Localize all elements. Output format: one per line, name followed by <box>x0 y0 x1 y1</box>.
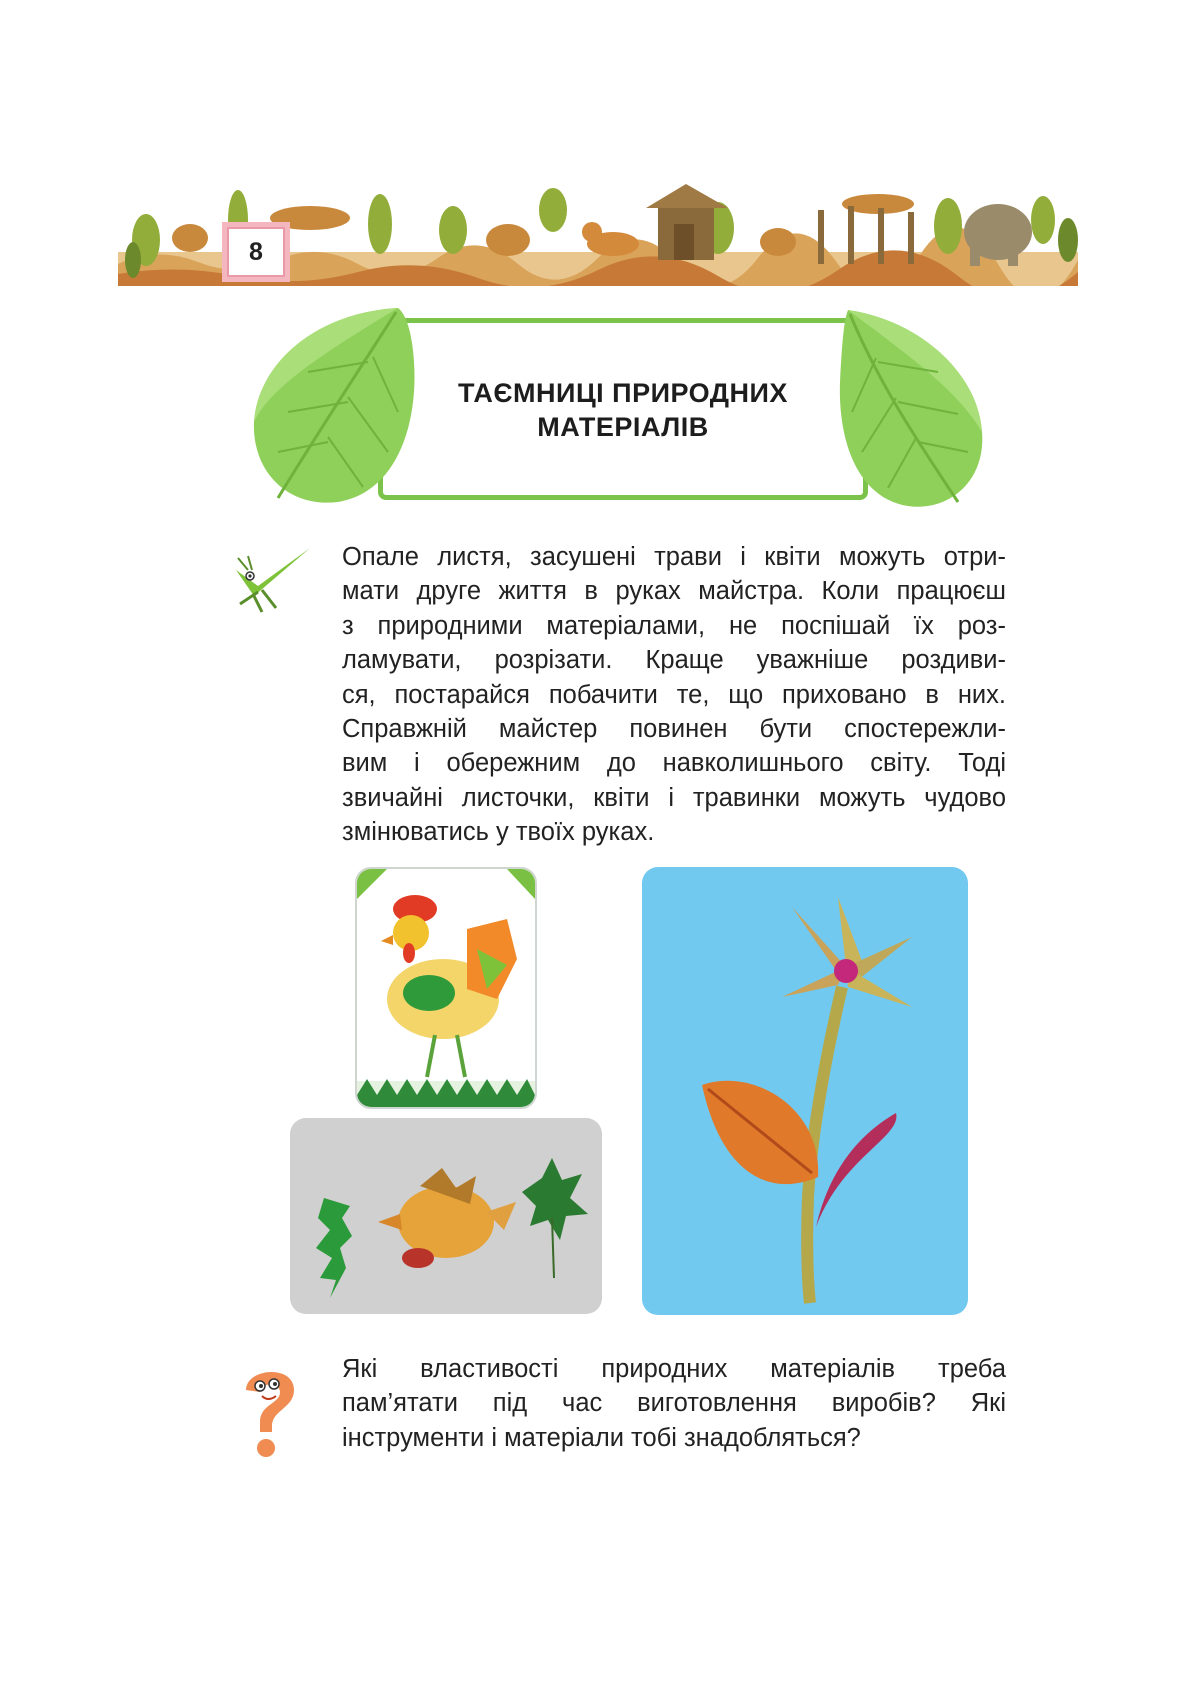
chapter-title-line-2: МАТЕРІАЛІВ <box>537 412 709 442</box>
intro-line: ся, постарайся побачити те, що приховано в них. <box>342 680 1006 709</box>
question-line: Які властивості природних матеріалів треба <box>342 1355 1006 1383</box>
intro-line: вим і обережним до навколишнього світу. Тоді <box>342 749 1006 778</box>
intro-paragraph <box>342 540 1006 850</box>
question-mark-character-icon <box>230 1360 310 1460</box>
question-line: інструменти і матеріали тобі знадобляться? <box>342 1423 861 1452</box>
chapter-title-block <box>248 302 988 522</box>
intro-line: ламувати, розрізати. Краще уважніше роздиви- <box>342 646 1006 675</box>
chapter-title <box>378 376 868 444</box>
page-number: 8 <box>227 227 285 277</box>
intro-line: Справжній майстер повинен бути спостережли- <box>342 715 1006 744</box>
chapter-title-line-1: ТАЄМНИЦІ ПРИРОДНИХ <box>458 378 788 408</box>
page-number-badge <box>222 222 290 282</box>
grasshopper-check-icon <box>232 546 316 618</box>
rooster-collage-image <box>355 867 537 1109</box>
intro-line: Опале листя, засушені трави і квіти можуть отри- <box>342 543 1006 571</box>
intro-line: звичайні листочки, квіти і травинки можуть чудово <box>342 783 1006 812</box>
flower-collage-image <box>642 867 968 1315</box>
intro-line: змінюватись у твоїх руках. <box>342 818 655 847</box>
question-paragraph <box>342 1352 1006 1455</box>
question-line: пам’ятати під час виготовлення виробів? Які <box>342 1389 1006 1418</box>
intro-line: з природними матеріалами, не поспішай їх роз- <box>342 611 1006 640</box>
bird-collage-image <box>290 1118 602 1314</box>
intro-line: мати друге життя в руках майстра. Коли працюєш <box>342 577 1006 606</box>
